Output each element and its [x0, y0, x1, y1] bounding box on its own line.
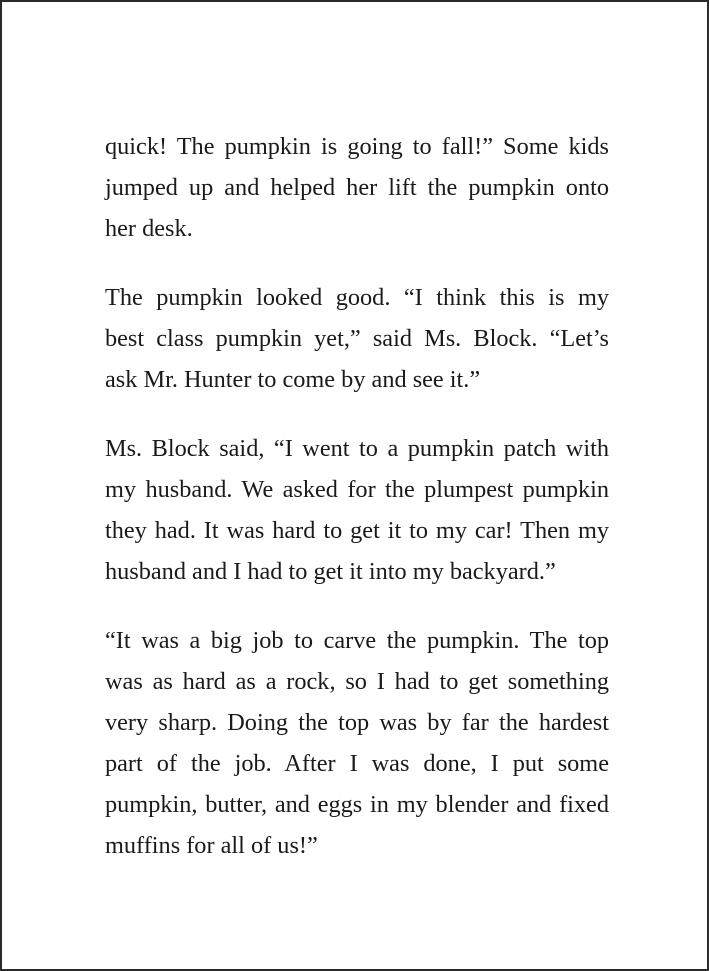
text-line: best class pumpkin yet,” said Ms. Block. “Let’s [105, 325, 609, 352]
paragraph-4 [105, 620, 609, 866]
text-line: was as hard as a rock, so I had to get something [105, 668, 609, 695]
text-line: pumpkin, butter, and eggs in my blender and fixed [105, 791, 609, 818]
text-line: The pumpkin looked good. “I think this is my [105, 284, 609, 311]
text-line: my husband. We asked for the plumpest pumpkin [105, 476, 609, 503]
text-line: husband and I had to get it into my backyard.” [105, 558, 556, 585]
text-line: part of the job. After I was done, I put some [105, 750, 609, 777]
text-line: jumped up and helped her lift the pumpkin onto [105, 174, 609, 201]
text-line: her desk. [105, 215, 193, 242]
text-line: very sharp. Doing the top was by far the hardest [105, 709, 609, 736]
story-text [105, 126, 609, 894]
paragraph-1 [105, 126, 609, 249]
text-line: “It was a big job to carve the pumpkin. The top [105, 627, 609, 654]
paragraph-2 [105, 277, 609, 400]
text-line: muffins for all of us!” [105, 832, 318, 859]
text-line: quick! The pumpkin is going to fall!” Some kids [105, 133, 609, 160]
text-line: Ms. Block said, “I went to a pumpkin patch with [105, 435, 609, 462]
paragraph-3 [105, 428, 609, 592]
text-line: ask Mr. Hunter to come by and see it.” [105, 366, 481, 393]
text-line: they had. It was hard to get it to my car! Then my [105, 517, 609, 544]
